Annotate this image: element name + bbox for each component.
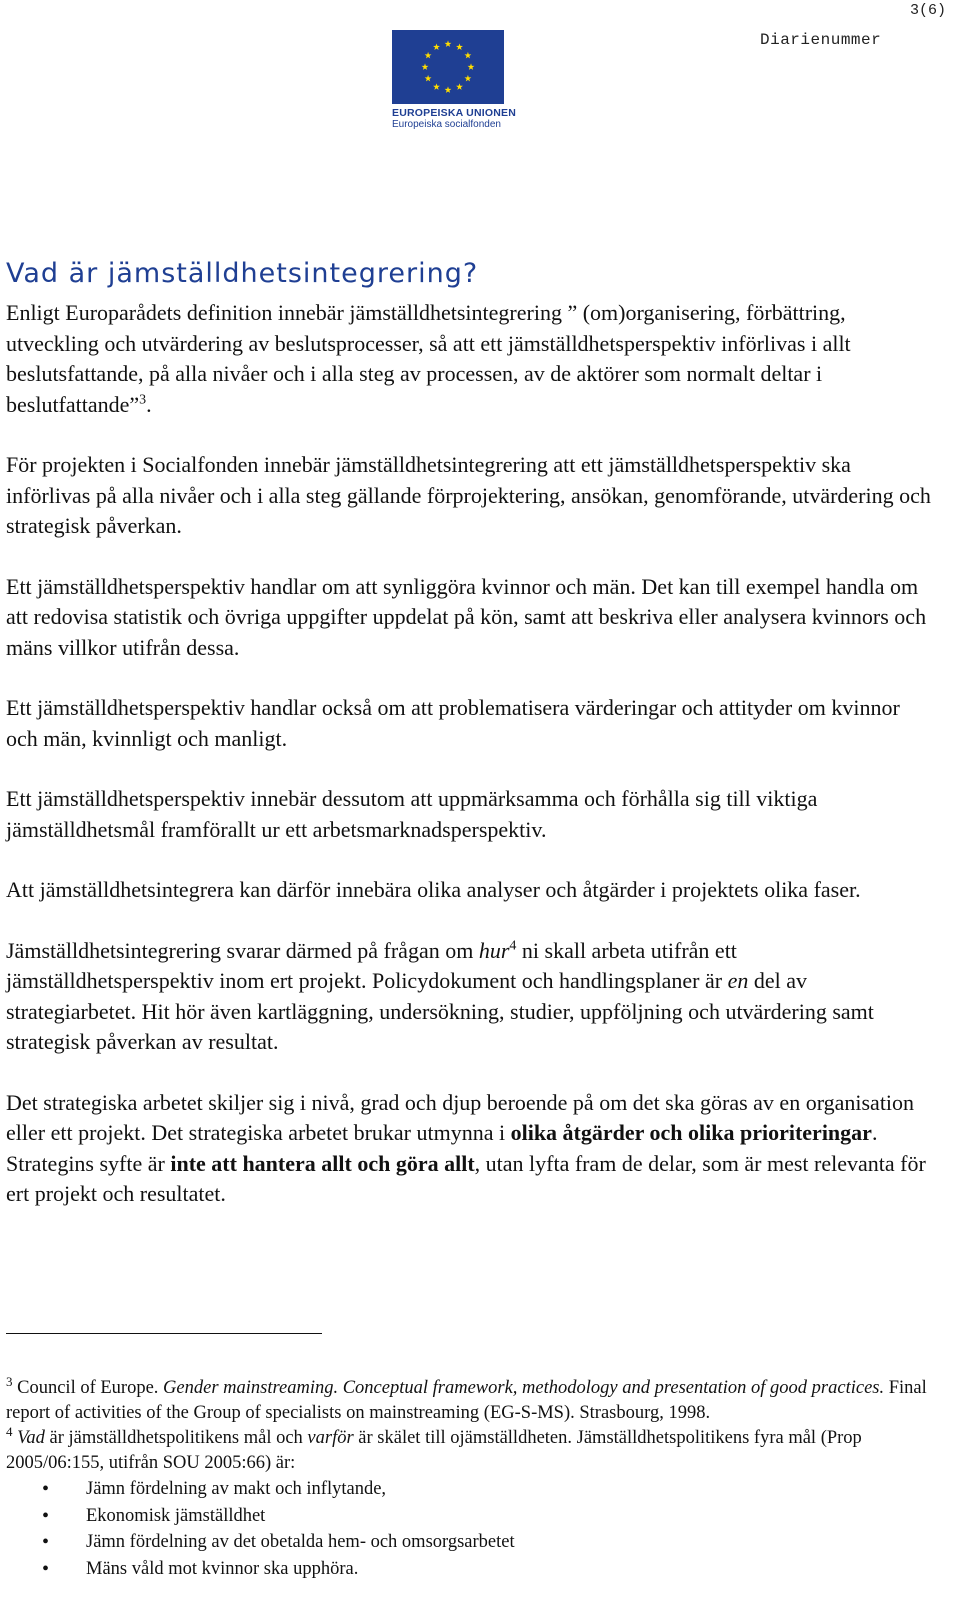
emphasis: hur [478, 937, 510, 963]
paragraph: För projekten i Socialfonden innebär jämställdhetsintegrering att ett jämställdhetsperspektiv ska införlivas på alla nivåer och i alla steg gällande förprojektering, ansökan, genomförande, utvärdering och strategisk påverkan. [6, 452, 931, 538]
eu-logo [392, 30, 516, 130]
logo-line-2: Europeiska socialfonden [392, 119, 501, 130]
footnote-text: Final report of activities of the Group of specialists on mainstreaming (EG-S-MS). Strasbourg, 1998. [6, 1378, 927, 1423]
footnote-text: är jämställdhetspolitikens mål och [44, 1428, 308, 1448]
list-item: • Jämn fördelning av det obetalda hem- och omsorgsarbetet [6, 1529, 936, 1556]
paragraph-text: Det strategiska arbetet skiljer sig i nivå, grad och djup beroende på om det ska göras av en organisation eller ett projekt. Det strategiska arbetet brukar utmynna i [6, 1089, 915, 1145]
paragraph-text: . Strategins syfte är [6, 1120, 878, 1176]
paragraph: Ett jämställdhetsperspektiv handlar också om att problematisera värderingar och attityder om kvinnor och män, kvinnligt och manligt. [6, 695, 900, 751]
footnote-number: 3 [6, 1373, 13, 1389]
paragraph: Ett jämställdhetsperspektiv innebär dessutom att uppmärksamma och förhålla sig till viktiga jämställdhetsmål framförallt ur ett arbetsmarknadsperspektiv. [6, 786, 818, 842]
diarienummer-label: Diarienummer [760, 31, 882, 49]
paragraph-text: del av strategiarbetet. Hit hör även kartläggning, undersökning, studier, uppföljning och utvärdering samt strategisk påverkan av resultat. [6, 968, 874, 1054]
footnote-divider [6, 1333, 322, 1334]
eu-flag-icon [392, 30, 504, 104]
footnote-text: är skälet till ojämställdheten. Jämställdhetspolitikens fyra mål (Prop 2005/06:155, utifrån SOU 2005:66) är: [6, 1428, 862, 1473]
list-item: • Jämn fördelning av makt och inflytande, [6, 1476, 936, 1503]
footnotes [6, 1373, 936, 1582]
footnote-ref: 4 [509, 938, 517, 954]
paragraph-text: . [146, 391, 152, 417]
paragraph-text: Enligt Europarådets definition innebär jämställdhetsintegrering ” (om)organisering, förbättring, utveckling och utvärdering av beslutsprocesser, så att ett jämställdhetsperspektiv införlivas i allt beslutsfattande, på alla nivåer och i alla steg av processen, av de aktörer som normalt deltar i beslutfattande” [6, 300, 851, 417]
emphasis: varför [307, 1428, 354, 1448]
section-heading: Vad är jämställdhetsintegrering? [6, 258, 479, 289]
footnote-3 [6, 1373, 936, 1426]
paragraph-text: Jämställdhetsintegrering svarar därmed på frågan om [6, 937, 479, 963]
page-number: 3(6) [909, 2, 946, 19]
footnote-number: 4 [6, 1423, 13, 1439]
list-item: • Ekonomisk jämställdhet [6, 1503, 936, 1530]
emphasis: en [727, 968, 749, 993]
goals-list [6, 1476, 936, 1582]
paragraph: Ett jämställdhetsperspektiv handlar om att synliggöra kvinnor och män. Det kan till exempel handla om att redovisa statistik och övriga uppgifter uppdelat på kön, samt att beskriva eller analysera kvinnors och mäns villkor utifrån dessa. [6, 573, 927, 660]
bold-text: olika åtgärder och olika prioriteringar [510, 1120, 872, 1145]
paragraph-text: ni skall arbeta utifrån ett jämställdhetsperspektiv inom ert projekt. Policydokument och handlingsplaner är [6, 937, 737, 993]
logo-line-1: EUROPEISKA UNIONEN [392, 107, 516, 119]
paragraph [6, 936, 936, 1058]
list-item: • Mäns våld mot kvinnor ska upphöra. [6, 1556, 936, 1583]
footnote-text: Council of Europe. [12, 1378, 164, 1398]
paragraph: Att jämställdhetsintegrera kan därför innebära olika analyser och åtgärder i projektets olika faser. [6, 877, 861, 902]
bold-text: inte att hantera allt och göra allt [170, 1150, 475, 1176]
paragraph [6, 1088, 936, 1210]
footnote-ref: 3 [139, 392, 147, 408]
footnote-title: Gender mainstreaming. Conceptual framework, methodology and presentation of good practices. [163, 1378, 885, 1398]
footnote-4 [6, 1423, 936, 1476]
paragraph-text: , utan lyfta fram de delar, som är mest relevanta för ert projekt och resultatet. [6, 1150, 926, 1206]
emphasis: Vad [17, 1428, 45, 1448]
paragraph [6, 298, 936, 420]
body-text [6, 298, 936, 1240]
